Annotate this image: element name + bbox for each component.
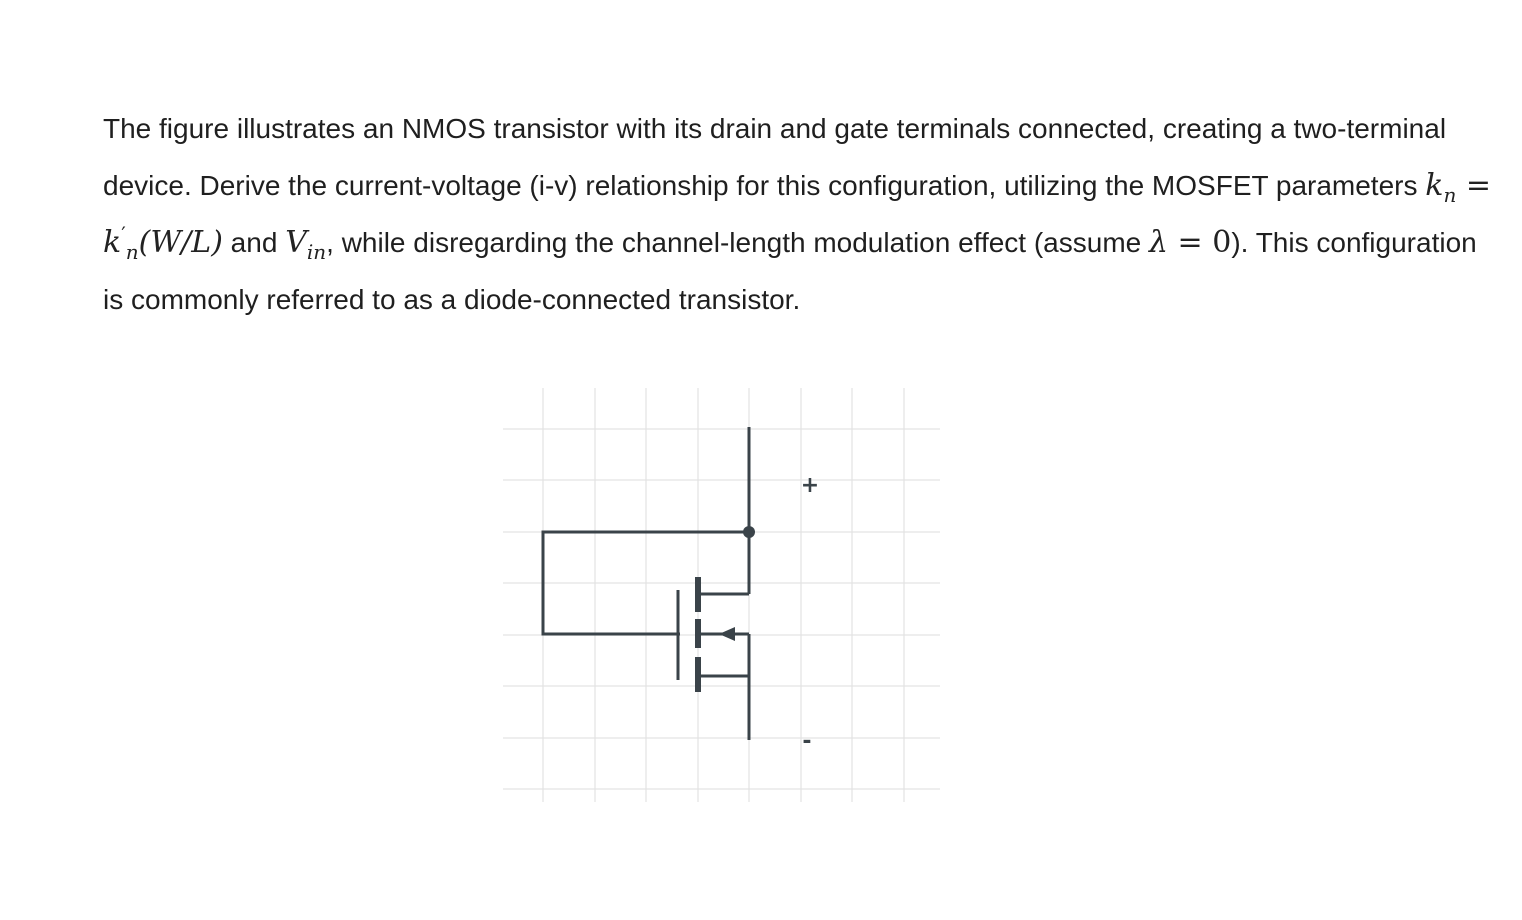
kprime-subscript: n — [125, 240, 139, 264]
problem-outro-text: ). This configuration is commonly referred to as a diode-connected transistor. — [103, 227, 1477, 315]
problem-statement — [103, 100, 1493, 328]
vt-expression — [285, 225, 327, 264]
problem-mid-text: , while disregarding the channel-length modulation effect (assume — [326, 227, 1149, 258]
kn-subscript: n — [1443, 183, 1457, 207]
lambda-symbol: λ — [1149, 225, 1169, 260]
plus-terminal-label: + — [800, 473, 820, 498]
kprime-symbol: k — [103, 225, 122, 260]
kn-symbol: k — [1425, 168, 1444, 203]
diode-connected-nmos-diagram — [500, 385, 942, 805]
w-over-l: (W/L) — [138, 225, 223, 260]
lambda-expression — [1149, 225, 1231, 260]
equals-sign: = — [1456, 168, 1492, 203]
problem-intro-text: The figure illustrates an NMOS transistor with its drain and gate terminals connected, creating a two-terminal device. Derive the current-voltage (i-v) relationship for this configuration, utilizing the MOSFET parameters — [103, 113, 1447, 201]
lambda-value: 0 — [1212, 225, 1232, 260]
and-text: and — [222, 227, 286, 258]
body-arrow-icon — [719, 627, 735, 641]
lambda-equals: = — [1168, 225, 1213, 260]
vt-subscript: in — [306, 240, 327, 264]
vt-symbol: V — [285, 225, 307, 260]
minus-terminal-label: - — [802, 729, 812, 754]
kprime-prime: ′ — [121, 222, 126, 246]
